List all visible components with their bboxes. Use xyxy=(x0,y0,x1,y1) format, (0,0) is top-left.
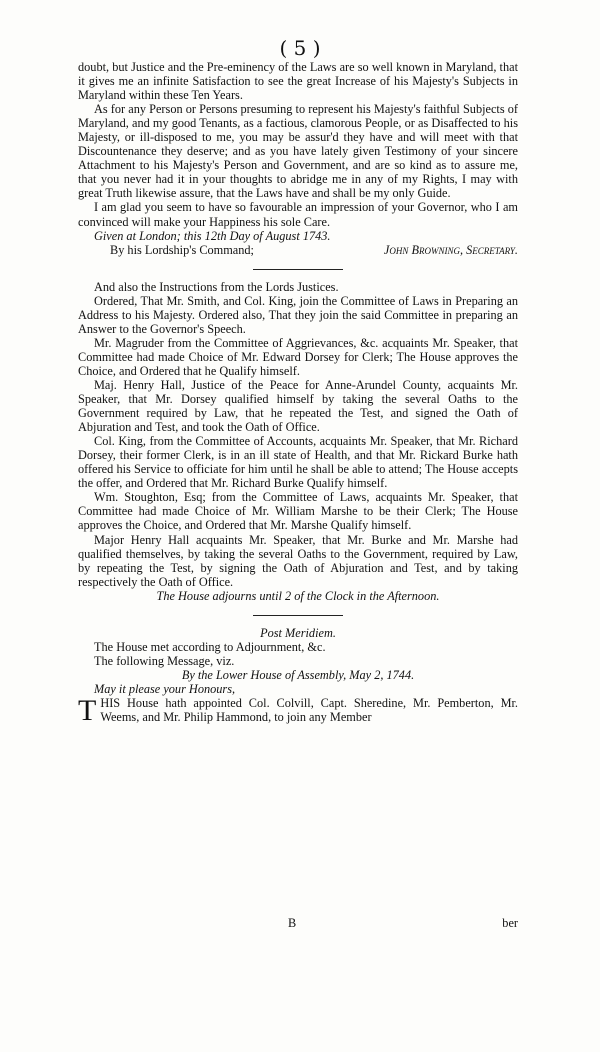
catchword: ber xyxy=(502,916,518,930)
command-line xyxy=(78,243,518,257)
message-paragraph xyxy=(78,693,518,727)
paragraph: As for any Person or Persons presuming to represent his Majesty's faithful Subjects of Maryland, and my good Tenants, as a factious, clamorous People, or as Disaffected to his Majesty, or ill-disposed to me, you may be assur'd they have and will meet with that Discountenance they deserve; and as you have lately given Testimony of your sincere Attachment to his Majesty's Person and Government, and are so kind as to assure me, that you never had it in your thoughts to abridge me in any of my Rights, I may with great Truth likewise assure, that the Laws have and shall be my only Guide. xyxy=(78,102,518,201)
paragraph: I am glad you seem to have so favourable an impression of your Governor, who I am convinced will make your Happiness his sole Care. xyxy=(78,200,518,229)
paragraph: Maj. Henry Hall, Justice of the Peace for Anne-Arundel County, acquaints Mr. Speaker, that Mr. Dorsey qualified himself by taking the several Oaths to the Government required by Law, that he repeated the Test, and signed the Oath of Abjuration and Test, and took the Oath of Office. xyxy=(78,377,518,435)
message-heading: By the Lower House of Assembly, May 2, 1744. xyxy=(181,667,415,682)
adjournment-line: The House adjourns until 2 of the Clock in the Afternoon. xyxy=(156,588,440,603)
section-heading: Post Meridiem. xyxy=(260,625,336,640)
paragraph: Col. King, from the Committee of Accounts, acquaints Mr. Speaker, that Mr. Richard Dorsey, their former Clerk, is in an ill state of Health, and that Mr. Rickard Burke hath offered his Service to officiate for him until he shall be able to attend; The House accepts the offer, and Ordered that Mr. Richard Burke Qualify himself. xyxy=(78,434,518,491)
paragraph: Ordered, That Mr. Smith, and Col. King, join the Committee of Laws in Preparing an Address to his Majesty. Ordered also, That they join the said Committee in preparing an Answer to the Governor's Speech. xyxy=(78,293,518,336)
salutation: May it please your Honours, xyxy=(94,681,236,696)
section-divider xyxy=(253,269,343,270)
paragraph: Major Henry Hall acquaints Mr. Speaker, that Mr. Burke and Mr. Marshe had qualified themselves, by taking the several Oaths to the Government, required by Law, by repeating the Test, by signing the Oath of Abjuration and Test, and by taking respectively the Oath of Office. xyxy=(78,532,518,589)
paragraph: And also the Instructions from the Lords Justices. xyxy=(94,279,339,294)
paragraph: The following Message, viz. xyxy=(94,653,235,668)
paragraph: Wm. Stoughton, Esq; from the Committee of Laws, acquaints Mr. Speaker, that Committee had made Choice of Mr. William Marshe to be their Clerk; The House approves the Choice, and Ordered that Mr. Marshe Qualify himself. xyxy=(78,490,518,533)
drop-cap: T xyxy=(78,693,97,727)
paragraph: doubt, but Justice and the Pre-eminency of the Laws are so well known in Maryland, that it gives me an infinite Satisfaction to see the great Increase of his Majesty's Subjects in Maryland within these Ten Years. xyxy=(78,60,518,103)
dateline: Given at London; this 12th Day of August 1743. xyxy=(94,228,331,243)
command-text: By his Lordship's Command; xyxy=(110,242,254,257)
paragraph: Mr. Magruder from the Committee of Aggrievances, &c. acquaints Mr. Speaker, that Committee had made Choice of Mr. Edward Dorsey for Clerk; The House approves the Choice, and Ordered that he Qualify himself. xyxy=(78,335,518,378)
paragraph: The House met according to Adjournment, &c. xyxy=(94,639,326,654)
page-body xyxy=(78,60,518,727)
signature-mark: B xyxy=(288,916,297,930)
secretary-signature: John Browning, Secretary. xyxy=(383,242,518,257)
section-divider xyxy=(253,615,343,616)
message-text: HIS House hath appointed Col. Colvill, Capt. Sheredine, Mr. Pemberton, Mr. Weems, and Mr. Philip Hammond, to join any Member xyxy=(100,695,518,725)
page-number: ( 5 ) xyxy=(279,36,321,60)
